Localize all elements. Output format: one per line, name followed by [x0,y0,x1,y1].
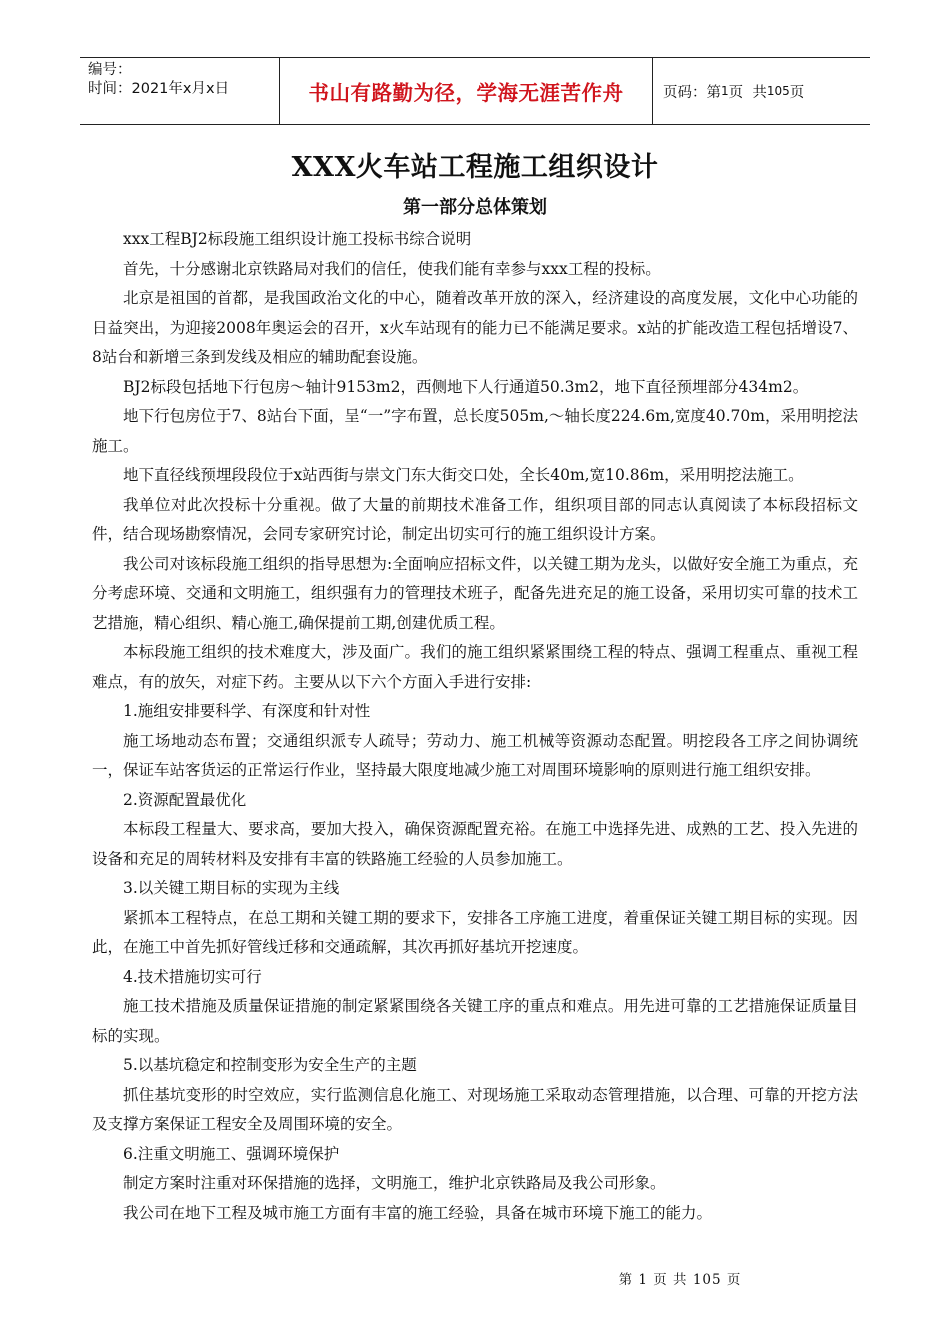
paragraph: 本标段施工组织的技术难度大，涉及面广。我们的施工组织紧紧围绕工程的特点、强调工程重点、重视工程难点，有的放矢，对症下药。主要从以下六个方面入手进行安排: [92,643,858,691]
document-title: XXX火车站工程施工组织设计 [291,152,659,183]
paragraph: 本标段工程量大、要求高，要加大投入，确保资源配置充裕。在施工中选择先进、成熟的工艺、投入先进的设备和充足的周转材料及安排有丰富的铁路施工经验的人员参加施工。 [92,820,858,868]
paragraph: 制定方案时注重对环保措施的选择，文明施工，维护北京铁路局及我公司形象。 [123,1174,666,1192]
paragraph: 我单位对此次投标十分重视。做了大量的前期技术准备工作，组织项目部的同志认真阅读了本标段招标文件，结合现场勘察情况，会同专家研究讨论，制定出切实可行的施工组织设计方案。 [92,495,858,543]
page-header [80,57,870,125]
paragraph: BJ2标段包括地下行包房～轴计9153m2，西侧地下人行通道50.3m2，地下直径预埋部分434m2。 [123,377,809,396]
header-meta-cell [80,58,280,124]
paragraph: 地下行包房位于7、8站台下面，呈“一”字布置，总长度505m,～轴长度224.6m,宽度40.70m，采用明挖法施工。 [92,407,858,455]
document-date-label: 时间：2021年x月x日 [88,81,230,97]
paragraph: 抓住基坑变形的时空效应，实行监测信息化施工、对现场施工采取动态管理措施，以合理、可靠的开挖方法及支撑方案保证工程安全及周围环境的安全。 [92,1085,858,1133]
section-heading: 2.资源配置最优化 [123,790,247,809]
document-body [92,225,858,1228]
paragraph: 施工场地动态布置；交通组织派专人疏导；劳动力、施工机械等资源动态配置。明挖段各工序之间协调统一，保证车站客货运的正常运行作业，坚持最大限度地减少施工对周围环境影响的原则进行施工组织安排。 [92,731,858,779]
section-heading: 6.注重文明施工、强调环境保护 [123,1144,340,1163]
page-footer: 第 1 页 共 105 页 [618,1272,742,1288]
paragraph: 地下直径线预埋段段位于x站西街与崇文门东大街交口处，全长40m,宽10.86m，采用明挖法施工。 [123,466,804,484]
header-page-info [653,58,870,124]
section-subtitle: 第一部分总体策划 [403,197,547,218]
document-number-label: 编号： [88,62,132,78]
paragraph: xxx工程BJ2标段施工组织设计施工投标书综合说明 [123,230,472,248]
paragraph: 北京是祖国的首都，是我国政治文化的中心，随着改革开放的深入，经济建设的高度发展，文化中心功能的日益突出，为迎接2008年奥运会的召开，x火车站现有的能力已不能满足要求。x站的扩能改造工程包括增设7、8站台和新增三条到发线及相应的辅助配套设施。 [92,289,858,366]
header-motto: 书山有路勤为径，学海无涯苦作舟 [280,58,653,124]
page-current: 1 [721,84,729,98]
paragraph: 紧抓本工程特点，在总工期和关键工期的要求下，安排各工序施工进度，着重保证关键工期目标的实现。因此，在施工中首先抓好管线迁移和交通疏解，其次再抓好基坑开挖速度。 [92,908,858,956]
section-heading: 1.施组安排要科学、有深度和针对性 [123,702,371,720]
page-suffix: 页 [789,84,805,101]
paragraph: 我公司在地下工程及城市施工方面有丰富的施工经验，具备在城市环境下施工的能力。 [123,1203,713,1222]
paragraph: 施工技术措施及质量保证措施的制定紧紧围绕各关键工序的重点和难点。用先进可靠的工艺措施保证质量目标的实现。 [92,997,858,1045]
section-heading: 5.以基坑稳定和控制变形为安全生产的主题 [123,1056,417,1074]
page-prefix: 页码：第 [663,84,721,101]
paragraph: 我公司对该标段施工组织的指导思想为:全面响应招标文件，以关键工期为龙头，以做好安全施工为重点，充分考虑环境、交通和文明施工，组织强有力的管理技术班子，配备先进充足的施工设备，采用切实可靠的技术工艺措施，精心组织、精心施工,确保提前工期,创建优质工程。 [92,554,858,632]
section-heading: 3.以关键工期目标的实现为主线 [123,879,340,897]
paragraph: 首先，十分感谢北京铁路局对我们的信任，使我们能有幸参与xxx工程的投标。 [123,259,661,278]
page-total: 105 [766,84,790,98]
page-mid: 页 共 [728,84,767,101]
section-heading: 4.技术措施切实可行 [123,967,262,986]
